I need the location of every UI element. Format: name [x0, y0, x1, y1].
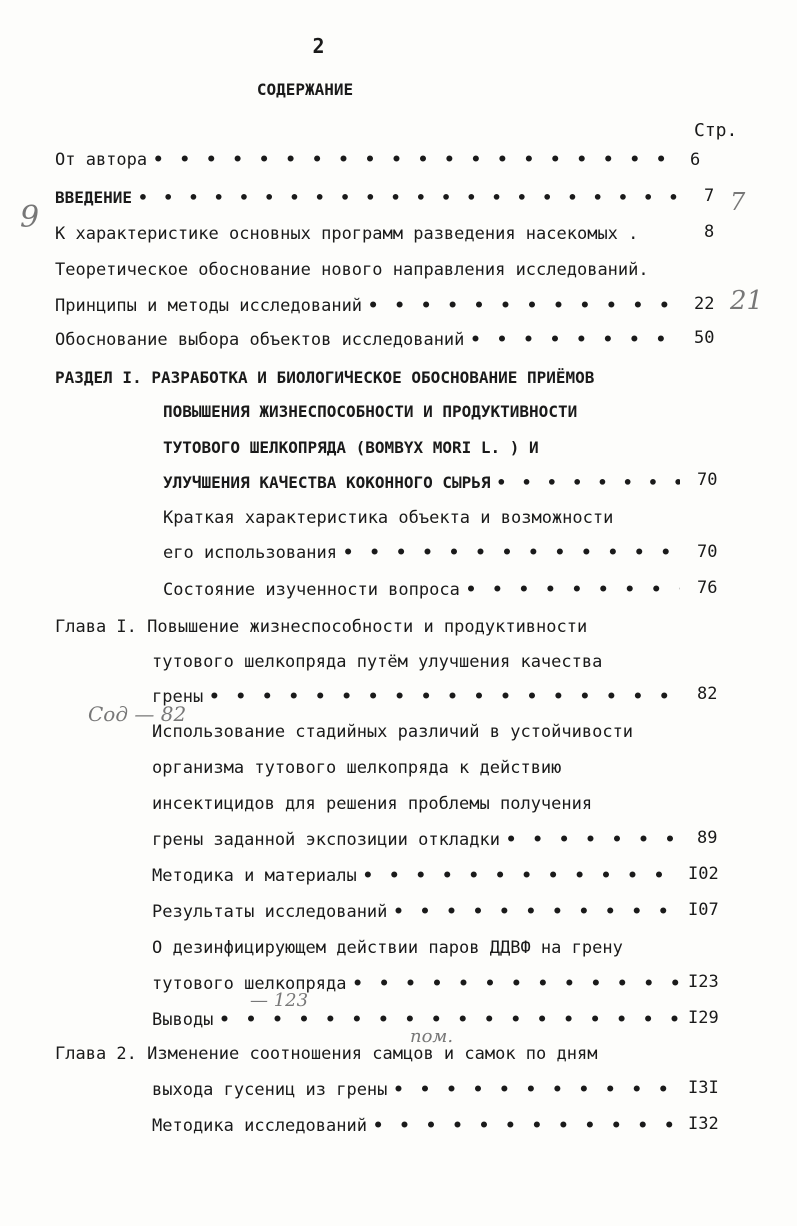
toc-entry: От автора • • •	[55, 150, 680, 170]
toc-page: I3I	[688, 1078, 719, 1098]
toc-entry: Теоретическое обоснование нового направления исследований.	[55, 260, 649, 280]
toc-section-heading: ТУТОВОГО ШЕЛКОПРЯДА (BOMBYX MORI L. ) И	[163, 438, 539, 457]
toc-entry: тутового шелкопряда • • •	[152, 974, 680, 994]
handwritten-note: Сод — 82	[88, 702, 187, 726]
toc-chapter-heading: тутового шелкопряда путём улучшения качества	[152, 652, 603, 672]
toc-entry: О дезинфицирующем действии паров ДДВФ на грену	[152, 938, 623, 958]
toc-entry: Методика и материалы • • •	[152, 866, 680, 886]
toc-entry: Использование стадийных различий в устойчивости	[152, 722, 634, 742]
handwritten-note: 9	[20, 200, 40, 235]
toc-chapter-heading: Глава I. Повышение жизнеспособности и продуктивности	[55, 617, 588, 637]
toc-entry: УЛУЧШЕНИЯ КАЧЕСТВА КОКОННОГО СЫРЬЯ • • •	[163, 473, 680, 492]
toc-page: 70	[697, 542, 718, 562]
page-column-label: Стр.	[694, 120, 738, 141]
toc-chapter-heading: Глава 2. Изменение соотношения самцов и самок по дням	[55, 1044, 598, 1064]
toc-entry: грены • • •	[152, 687, 680, 707]
toc-page: I23	[688, 972, 719, 992]
toc-page: I32	[688, 1114, 719, 1134]
handwritten-note: пом.	[410, 1026, 454, 1047]
handwritten-note: 21	[730, 286, 764, 316]
toc-page: 50	[694, 328, 715, 348]
toc-page: I29	[688, 1008, 719, 1028]
toc-page: 76	[697, 578, 718, 598]
toc-entry: ВВЕДЕНИЕ • • •	[55, 188, 680, 207]
toc-entry: инсектицидов для решения проблемы получения	[152, 794, 593, 814]
toc-entry: Выводы • • •	[152, 1010, 680, 1030]
toc-page: 6	[690, 150, 701, 170]
toc-entry: грены заданной экспозиции откладки • • •	[152, 830, 680, 850]
toc-entry: организма тутового шелкопряда к действию	[152, 758, 562, 778]
handwritten-note: — 123	[250, 990, 309, 1011]
toc-title: СОДЕРЖАНИЕ	[256, 80, 354, 99]
toc-entry: Результаты исследований • • •	[152, 902, 680, 922]
toc-page: 8	[704, 222, 715, 242]
toc-entry: Состояние изученности вопроса • • •	[163, 580, 680, 600]
toc-entry: Обоснование выбора объектов исследований • • •	[55, 330, 680, 350]
toc-page: 70	[697, 470, 718, 490]
toc-entry: Методика исследований • • •	[152, 1116, 680, 1136]
handwritten-note: 7	[730, 188, 746, 216]
toc-page: I02	[688, 864, 719, 884]
toc-page: I07	[688, 900, 719, 920]
toc-page: 82	[697, 684, 718, 704]
toc-entry: его использования • • •	[163, 543, 680, 563]
toc-section-heading: ПОВЫШЕНИЯ ЖИЗНЕСПОСОБНОСТИ И ПРОДУКТИВНОСТИ	[163, 402, 578, 421]
toc-section-heading: РАЗДЕЛ I. РАЗРАБОТКА И БИОЛОГИЧЕСКОЕ ОБОСНОВАНИЕ ПРИЁМОВ	[55, 368, 595, 387]
toc-entry: Принципы и методы исследований • • •	[55, 296, 680, 316]
toc-entry: Краткая характеристика объекта и возможности	[163, 508, 614, 528]
toc-entry: выхода гусениц из грены • • •	[152, 1080, 680, 1100]
toc-entry: К характеристике основных программ разведения насекомых .	[55, 224, 639, 244]
toc-page: 7	[704, 186, 715, 206]
toc-page: 22	[694, 294, 715, 314]
page-number: 2	[312, 34, 325, 58]
toc-page: 89	[697, 828, 718, 848]
